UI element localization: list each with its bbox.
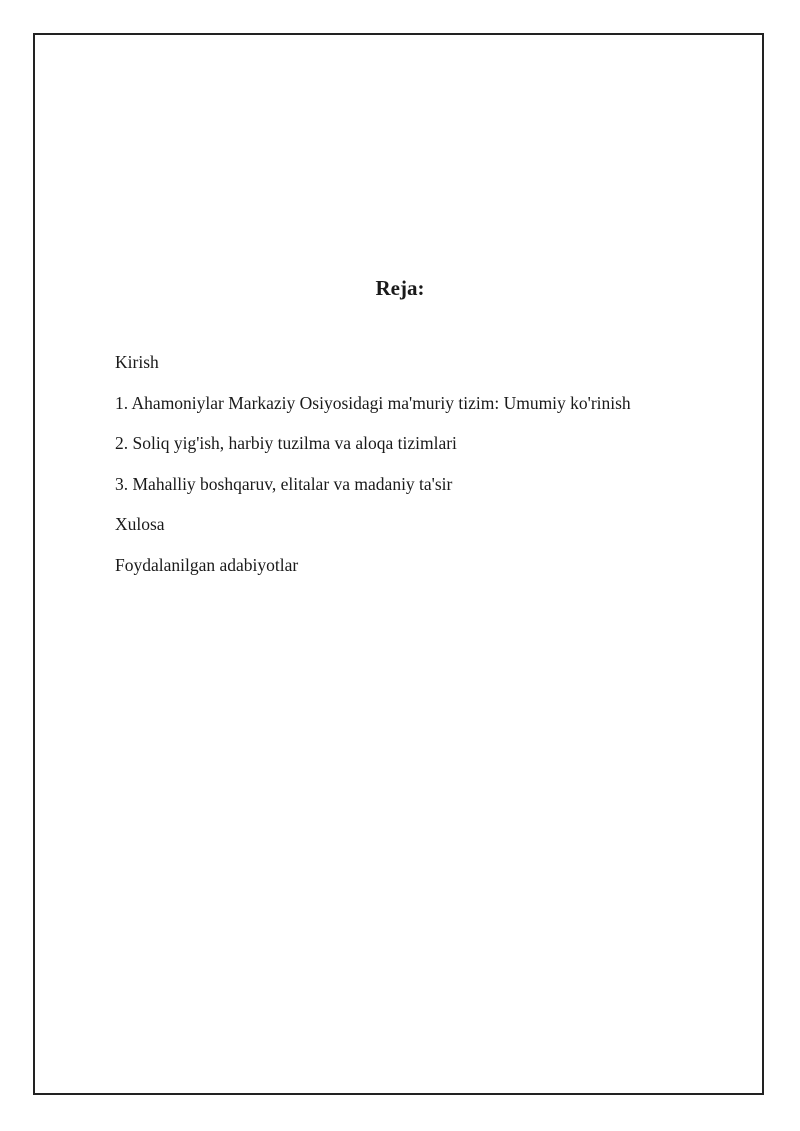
plan-list [115,350,631,593]
plan-item-chapter-2: 2. Soliq yig'ish, harbiy tuzilma va aloqa tizimlari [115,433,457,453]
plan-item-introduction: Kirish [115,352,159,372]
plan-title: Reja: [375,276,425,300]
plan-item-references: Foydalanilgan adabiyotlar [115,554,299,575]
plan-item-chapter-1: 1. Ahamoniylar Markaziy Osiyosidagi ma'muriy tizim: Umumiy ko'rinish [115,392,631,413]
plan-item-chapter-3: 3. Mahalliy boshqaruv, elitalar va madaniy ta'sir [115,473,453,494]
plan-item-conclusion: Xulosa [115,514,165,534]
